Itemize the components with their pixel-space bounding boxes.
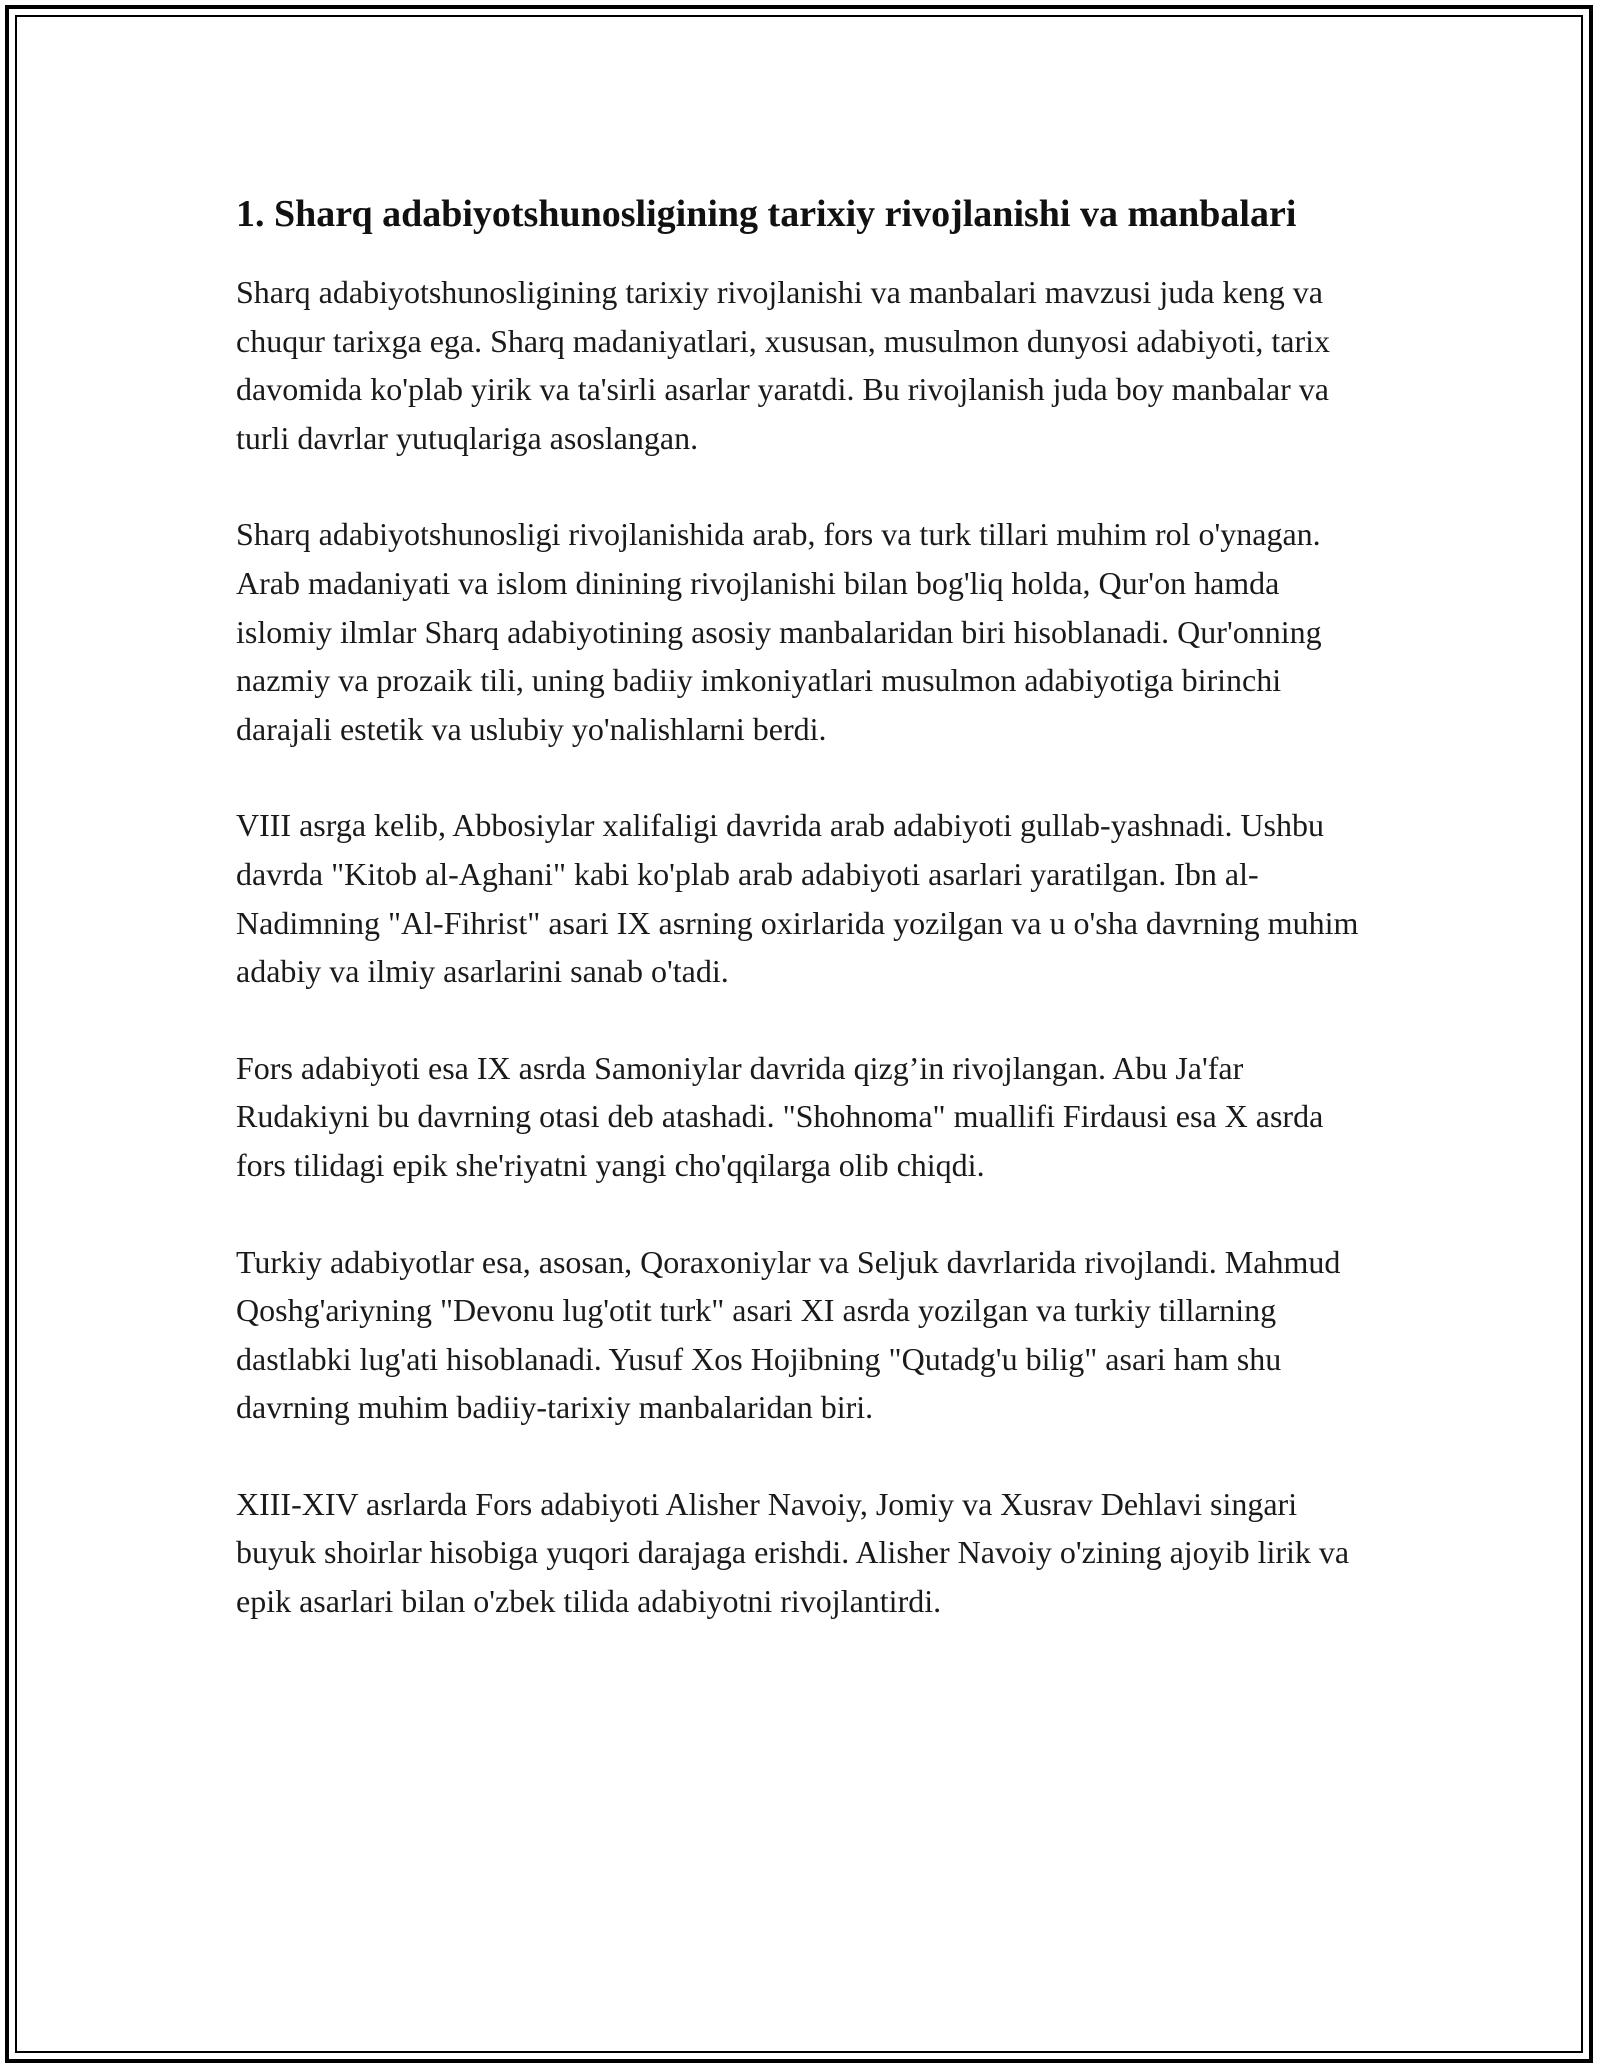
paragraph-3: VIII asrga kelib, Abbosiylar xalifaligi davrida arab adabiyoti gullab-yashnadi. Ushbu davrda "Kitob al-Aghani" kabi ko'plab arab adabiyoti asarlari yaratilgan. Ibn al-Nadimning "Al-Fihrist" asari IX asrning oxirlarida yozilgan va u o'sha davrning muhim adabiy va ilmiy asarlarini sanab o'tadi. bbox=[236, 807, 1359, 990]
paragraph-2: Sharq adabiyotshunosligi rivojlanishida arab, fors va turk tillari muhim rol o'ynagan. Arab madaniyati va islom dinining rivojlanishi bilan bog'liq holda, Qur'on hamda islomiy ilmlar Sharq adabiyotining asosiy manbalaridan biri hisoblanadi. Qur'onning nazmiy va prozaik tili, uning badiiy imkoniyatlari musulmon adabiyotiga birinchi darajali estetik va uslubiy yo'nalishlarni berdi. bbox=[236, 516, 1322, 747]
paragraph-4: Fors adabiyoti esa IX asrda Samoniylar davrida qizg’in rivojlangan. Abu Ja'far Rudakiyni bu davrning otasi deb atashadi. "Shohnoma" muallifi Firdausi esa X asrda fors tilidagi epik she'riyatni yangi cho'qqilarga olib chiqdi. bbox=[236, 1049, 1324, 1183]
paragraph-5: Turkiy adabiyotlar esa, asosan, Qoraxoniylar va Seljuk davrlarida rivojlandi. Mahmud Qoshg'ariyning "Devonu lug'otit turk" asari XI asrda yozilgan va turkiy tillarning dastlabki lug'ati hisoblanadi. Yusuf Xos Hojibning "Qutadg'u bilig" asari ham shu davrning muhim badiiy-tarixiy manbalaridan biri. bbox=[236, 1243, 1341, 1426]
paragraph-6: XIII-XIV asrlarda Fors adabiyoti Alisher Navoiy, Jomiy va Xusrav Dehlavi singari buyuk shoirlar hisobiga yuqori darajaga erishdi. Alisher Navoiy o'zining ajoyib lirik va epik asarlari bilan o'zbek tilida adabiyotni rivojlantirdi. bbox=[236, 1485, 1350, 1620]
document-body bbox=[236, 186, 1376, 1674]
paragraph-1: Sharq adabiyotshunosligining tarixiy rivojlanishi va manbalari mavzusi juda keng va chuqur tarixga ega. Sharq madaniyatlari, xususan, musulmon dunyosi adabiyoti, tarix davomida ko'plab yirik va ta'sirli asarlar yaratdi. Bu rivojlanish juda boy manbalar va turli davrlar yutuqlariga asoslangan. bbox=[236, 274, 1330, 456]
section-title: 1. Sharq adabiyotshunosligining tarixiy rivojlanishi va manbalari bbox=[236, 193, 1297, 235]
